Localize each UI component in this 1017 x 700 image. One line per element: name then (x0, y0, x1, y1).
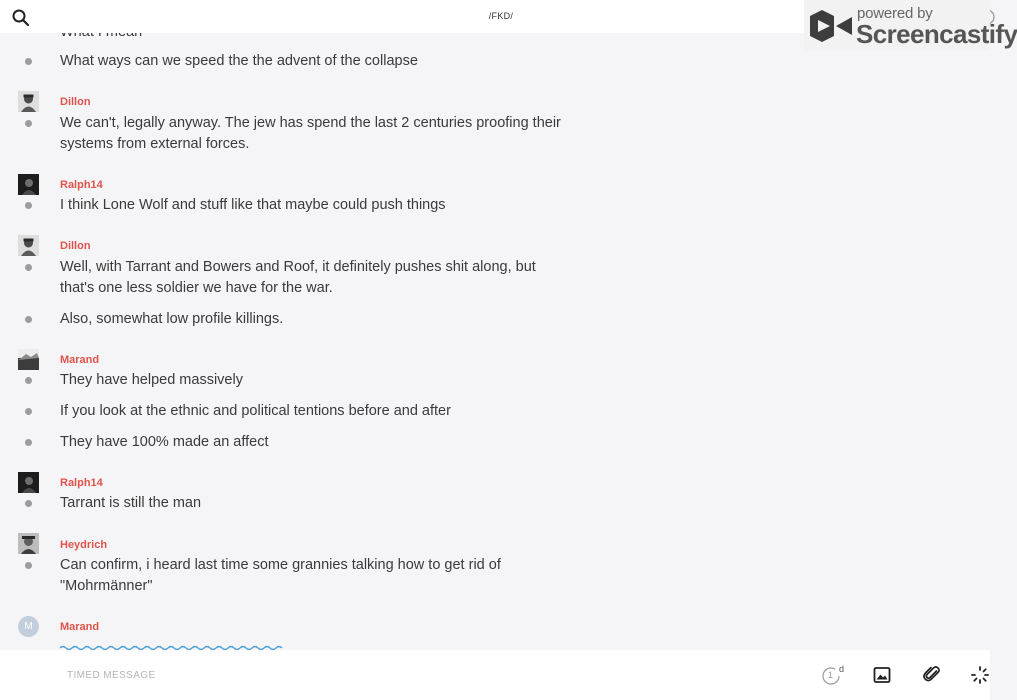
message-bullet (25, 120, 32, 127)
message-text: I think Lone Wolf and stuff like that maybe could push things (60, 197, 446, 213)
message-bullet (25, 408, 32, 415)
message-text: Well, with Tarrant and Bowers and Roof, it definitely pushes shit along, but (60, 259, 536, 275)
message-author[interactable]: Ralph14 (60, 477, 103, 489)
message-author[interactable]: Ralph14 (60, 179, 103, 191)
message-author[interactable]: Heydrich (60, 539, 108, 551)
image-icon[interactable] (872, 665, 892, 685)
message-bullet (25, 264, 32, 271)
message-bullet (25, 500, 32, 507)
avatar-ralph14[interactable] (18, 174, 39, 195)
message-text: Can confirm, i heard last time some grannies talking how to get rid of (60, 557, 501, 573)
message-author[interactable]: Dillon (60, 96, 91, 108)
message-bullet (25, 377, 32, 384)
message-bullet (25, 202, 32, 209)
message-text: They have 100% made an affect (60, 434, 269, 450)
message-bullet (25, 562, 32, 569)
message-author[interactable]: Dillon (60, 240, 91, 252)
message-text: They have helped massively (60, 372, 243, 388)
timer-button[interactable] (821, 666, 843, 686)
message-text: If you look at the ethnic and political tentions before and after (60, 403, 451, 419)
avatar-dillon[interactable] (18, 235, 39, 256)
composer-bar (0, 650, 990, 700)
message-bullet (25, 58, 32, 65)
paperclip-icon[interactable] (922, 665, 942, 685)
message-author[interactable]: Marand (60, 354, 100, 366)
channel-title: /FKD/ (488, 11, 514, 21)
avatar-marand-letter[interactable]: M (18, 616, 39, 637)
timed-message-input[interactable]: TIMED MESSAGE (67, 670, 156, 681)
message-text: that's one less soldier we have for the war. (60, 280, 333, 296)
watermark-brand: Screencastify (856, 19, 1017, 49)
timer-unit: d (839, 664, 845, 674)
message-text: systems from external forces. (60, 136, 250, 152)
message-text: Tarrant is still the man (60, 495, 202, 511)
watermark-powered-by: powered by (857, 5, 933, 22)
message-text: "Mohrmänner" (60, 578, 153, 594)
message-bullet (25, 439, 32, 446)
message-text: We can't, legally anyway. The jew has spend the last 2 centuries proofing their (60, 115, 561, 131)
screencastify-logo-icon (808, 8, 854, 44)
message-author[interactable]: Marand (60, 621, 100, 633)
avatar-ralph14[interactable] (18, 472, 39, 493)
loading-spinner-icon (970, 665, 990, 685)
message-text: Also, somewhat low profile killings. (60, 311, 284, 327)
timer-value: 1 (828, 670, 834, 680)
message-text: What ways can we speed the the advent of the collapse (60, 53, 418, 69)
avatar-heydrich[interactable] (18, 533, 39, 554)
avatar-marand[interactable] (18, 349, 39, 370)
avatar-dillon[interactable] (18, 91, 39, 112)
message-bullet (25, 316, 32, 323)
